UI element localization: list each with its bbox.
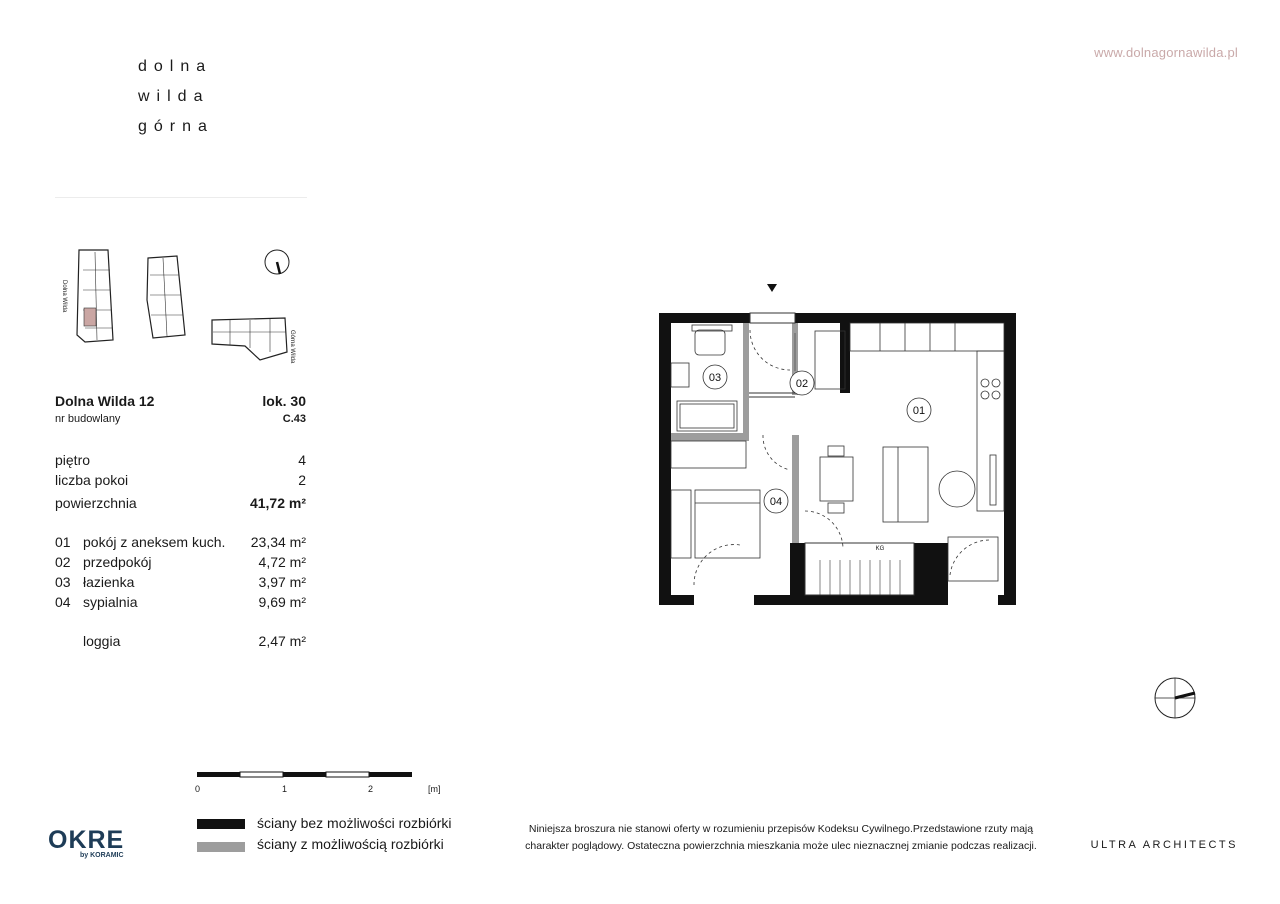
room-area: 9,69 m² [258, 594, 306, 610]
room-name: sypialnia [83, 594, 138, 610]
okre-logo: OKRE [48, 826, 125, 854]
room-label-02: 02 [795, 378, 809, 390]
street-label-2: Górna Wilda [289, 330, 295, 364]
spec-value: 2 [298, 472, 306, 488]
building-b [147, 256, 185, 338]
logo-line-3: górna [138, 118, 214, 135]
unit-code: C.43 [282, 413, 306, 425]
divider [55, 197, 307, 198]
architect-name: ULTRA ARCHITECTS [1090, 839, 1238, 851]
site-plan [55, 240, 305, 370]
room-name: łazienka [83, 574, 135, 590]
building-name: Dolna Wilda 12 [55, 393, 155, 409]
scale-bar [195, 770, 455, 796]
room-label-03: 03 [708, 372, 722, 384]
room-name: przedpokój [83, 554, 152, 570]
highlighted-unit [84, 308, 96, 326]
okre-sub: by KORAMIC [80, 852, 124, 859]
room-number: 04 [55, 594, 71, 610]
room-number: 03 [55, 574, 71, 590]
unit-number: lok. 30 [262, 393, 306, 409]
scale-unit: [m] [428, 784, 441, 794]
compass-icon [1152, 675, 1198, 721]
legend-swatch-solid [197, 819, 245, 829]
logo-line-1: dolna [138, 58, 213, 75]
building-c [212, 318, 287, 360]
room-label-04: 04 [769, 496, 783, 508]
disclaimer-line-1: Niniejsza broszura nie stanowi oferty w rozumieniu przepisów Kodeksu Cywilnego.Przedstawione rzuty mają [528, 823, 1034, 835]
spec-label: powierzchnia [55, 495, 137, 511]
legend-swatch-removable [197, 842, 245, 852]
legend-solid: ściany bez możliwości rozbiórki [257, 815, 452, 831]
entrance-arrow-icon [767, 284, 777, 292]
room-number: 02 [55, 554, 71, 570]
floor-plan [650, 275, 1025, 615]
room-name: pokój z aneksem kuch. [83, 534, 226, 550]
room-area: 4,72 m² [258, 554, 306, 570]
spec-value: 4 [298, 452, 306, 468]
street-label-1: Dolna Wilda [61, 280, 67, 313]
legend-removable: ściany z możliwością rozbiórki [257, 836, 444, 852]
room-area: 23,34 m² [250, 534, 306, 550]
scale-tick-1: 1 [282, 784, 288, 794]
scale-tick-0: 0 [195, 784, 201, 794]
room-number: 01 [55, 534, 71, 550]
website-link[interactable]: www.dolnagornawilda.pl [1094, 45, 1238, 60]
spec-label: piętro [55, 452, 91, 468]
logo-line-2: wilda [138, 88, 210, 105]
loggia-mark: KG [875, 546, 885, 552]
room-area: 3,97 m² [258, 574, 306, 590]
room-label-01: 01 [912, 405, 926, 417]
disclaimer-line-2: charakter poglądowy. Ostateczna powierzchnia mieszkania może ulec nieznacznej zmianie podczas realizacji. [525, 840, 1037, 852]
loggia-area: 2,47 m² [258, 633, 306, 649]
spec-label: liczba pokoi [55, 472, 129, 488]
spec-value-area: 41,72 m² [249, 495, 306, 511]
loggia-name: loggia [83, 633, 121, 649]
building-sub: nr budowlany [55, 413, 121, 425]
scale-tick-2: 2 [368, 784, 374, 794]
